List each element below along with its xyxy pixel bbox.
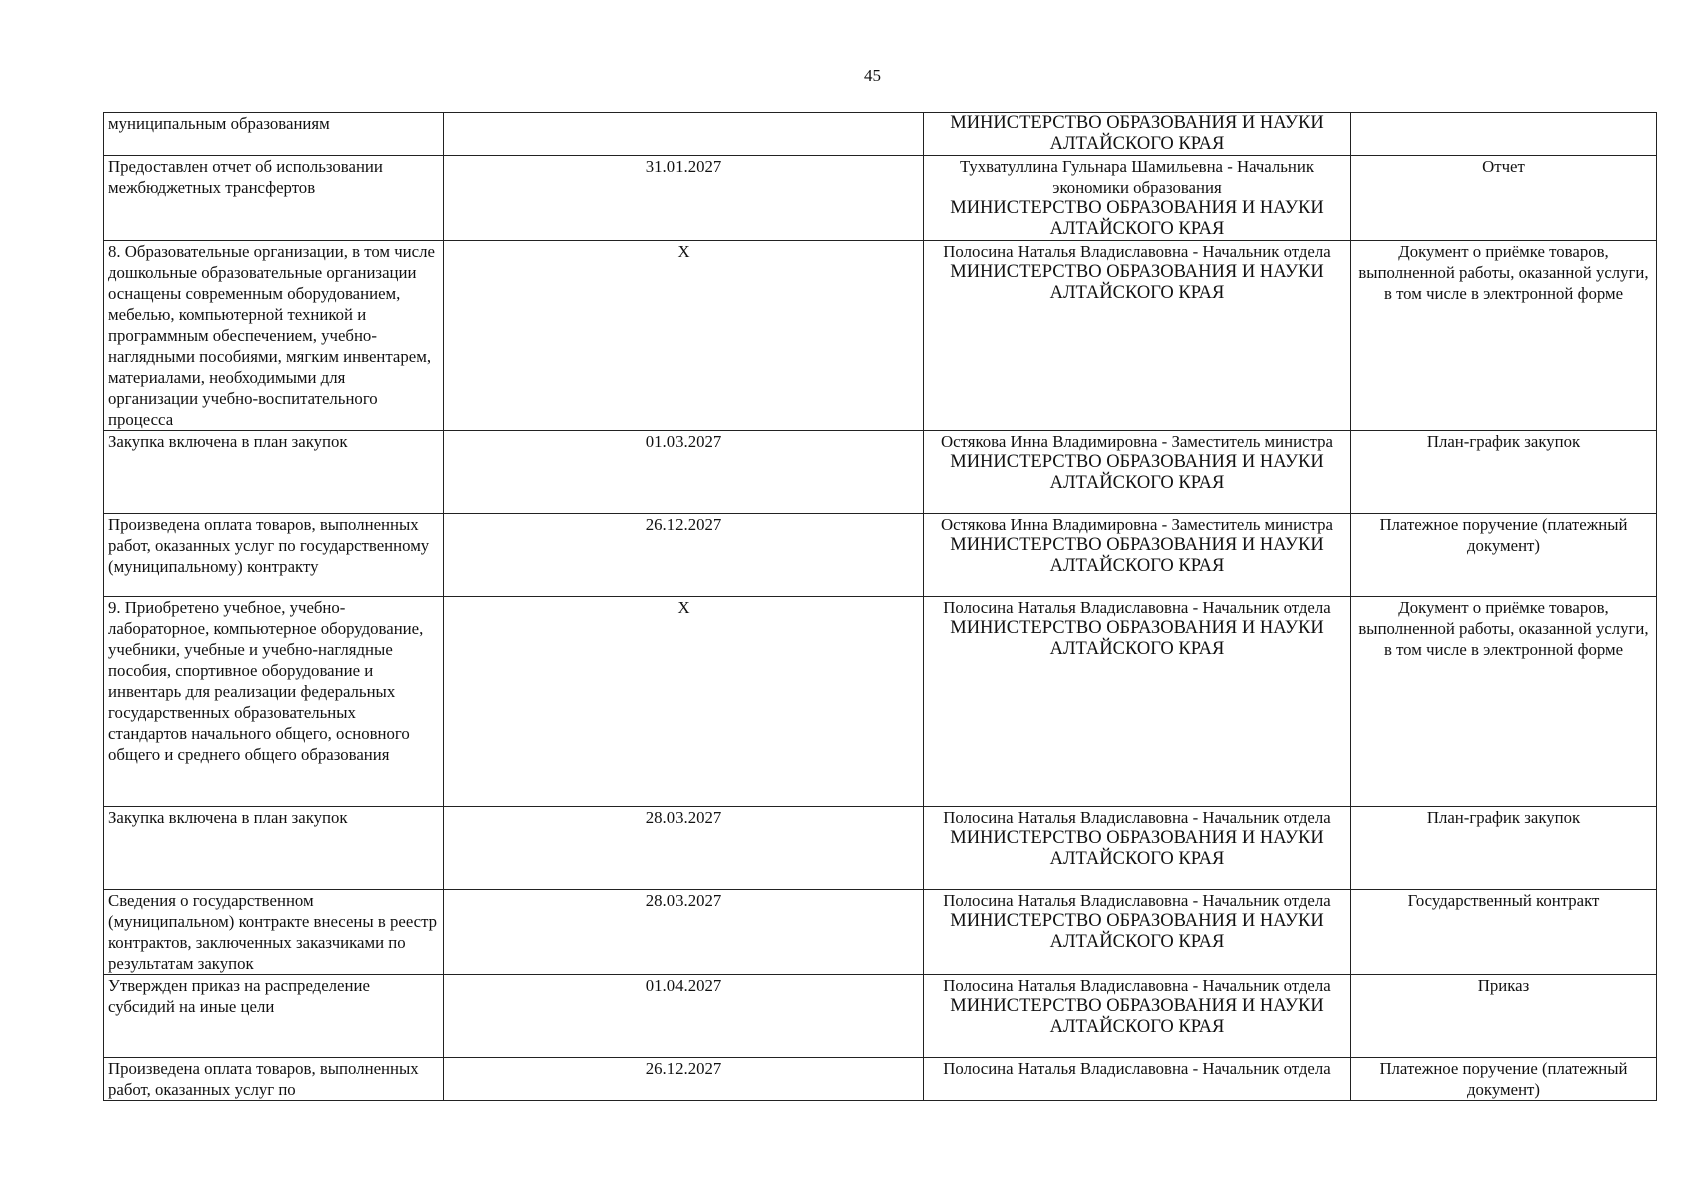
responsible-cell (924, 156, 1351, 241)
responsible-person: Остякова Инна Владимировна - Заместитель министра (941, 515, 1333, 534)
responsible-cell (924, 807, 1351, 890)
responsible-organization: МИНИСТЕРСТВО ОБРАЗОВАНИЯ И НАУКИ АЛТАЙСКОГО КРАЯ (950, 911, 1324, 952)
responsible-person: Полосина Наталья Владиславовна - Начальник отдела (943, 1059, 1331, 1078)
responsible-organization: МИНИСТЕРСТВО ОБРАЗОВАНИЯ И НАУКИ АЛТАЙСКОГО КРАЯ (950, 113, 1324, 154)
responsible-organization: МИНИСТЕРСТВО ОБРАЗОВАНИЯ И НАУКИ АЛТАЙСКОГО КРАЯ (950, 618, 1324, 659)
confirming-document: План-график закупок (1351, 431, 1657, 514)
control-point-name: Утвержден приказ на распределение субсидий на иные цели (104, 975, 444, 1058)
responsible-person: Остякова Инна Владимировна - Заместитель министра (941, 432, 1333, 451)
table-row (104, 890, 1657, 975)
deadline-date: X (444, 241, 924, 431)
table-row (104, 113, 1657, 156)
responsible-person: Полосина Наталья Владиславовна - Начальник отдела (943, 598, 1331, 617)
responsible-cell (924, 975, 1351, 1058)
confirming-document: Документ о приёмке товаров, выполненной работы, оказанной услуги, в том числе в электронной форме (1351, 597, 1657, 807)
responsible-cell (924, 241, 1351, 431)
responsible-cell (924, 514, 1351, 597)
table-row (104, 1058, 1657, 1101)
table-row (104, 156, 1657, 241)
plan-table (103, 112, 1657, 1101)
control-point-name: Закупка включена в план закупок (104, 807, 444, 890)
confirming-document: Государственный контракт (1351, 890, 1657, 975)
control-point-name: муниципальным образованиям (104, 113, 444, 156)
deadline-date: 28.03.2027 (444, 890, 924, 975)
responsible-cell (924, 597, 1351, 807)
deadline-date: 26.12.2027 (444, 1058, 924, 1101)
control-point-name: Произведена оплата товаров, выполненных работ, оказанных услуг по (104, 1058, 444, 1101)
responsible-person: Тухватуллина Гульнара Шамильевна - Начальник экономики образования (959, 157, 1315, 197)
responsible-person: Полосина Наталья Владиславовна - Начальник отдела (943, 891, 1331, 910)
confirming-document: Платежное поручение (платежный документ) (1351, 514, 1657, 597)
table-row (104, 975, 1657, 1058)
deadline-date (444, 113, 924, 156)
confirming-document (1351, 113, 1657, 156)
responsible-organization: МИНИСТЕРСТВО ОБРАЗОВАНИЯ И НАУКИ АЛТАЙСКОГО КРАЯ (950, 828, 1324, 869)
responsible-organization: МИНИСТЕРСТВО ОБРАЗОВАНИЯ И НАУКИ АЛТАЙСКОГО КРАЯ (950, 262, 1324, 303)
confirming-document: Отчет (1351, 156, 1657, 241)
table-row (104, 514, 1657, 597)
control-point-name: 9. Приобретено учебное, учебно-лабораторное, компьютерное оборудование, учебники, учебные и учебно-наглядные пособия, спортивное оборудование и инвентарь для реализации федеральных государственных образовательных стандартов начального общего, основного общего и среднего общего образования (104, 597, 444, 807)
table-row (104, 431, 1657, 514)
table-row (104, 597, 1657, 807)
control-point-name: Закупка включена в план закупок (104, 431, 444, 514)
deadline-date: 26.12.2027 (444, 514, 924, 597)
responsible-person: Полосина Наталья Владиславовна - Начальник отдела (943, 976, 1331, 995)
table-row (104, 241, 1657, 431)
confirming-document: Приказ (1351, 975, 1657, 1058)
deadline-date: 01.04.2027 (444, 975, 924, 1058)
confirming-document: Документ о приёмке товаров, выполненной работы, оказанной услуги, в том числе в электронной форме (1351, 241, 1657, 431)
confirming-document: Платежное поручение (платежный документ) (1351, 1058, 1657, 1101)
confirming-document: План-график закупок (1351, 807, 1657, 890)
control-point-name: 8. Образовательные организации, в том числе дошкольные образовательные организации оснащены современным оборудованием, мебелью, компьютерной техникой и программным обеспечением, учебно-наглядными пособиями, мягким инвентарем, материалами, необходимыми для организации учебно-воспитательного процесса (104, 241, 444, 431)
deadline-date: X (444, 597, 924, 807)
responsible-person: Полосина Наталья Владиславовна - Начальник отдела (943, 808, 1331, 827)
responsible-organization: МИНИСТЕРСТВО ОБРАЗОВАНИЯ И НАУКИ АЛТАЙСКОГО КРАЯ (950, 535, 1324, 576)
control-point-name: Произведена оплата товаров, выполненных работ, оказанных услуг по государственному (муниципальному) контракту (104, 514, 444, 597)
responsible-organization: МИНИСТЕРСТВО ОБРАЗОВАНИЯ И НАУКИ АЛТАЙСКОГО КРАЯ (950, 198, 1324, 239)
deadline-date: 28.03.2027 (444, 807, 924, 890)
responsible-person: Полосина Наталья Владиславовна - Начальник отдела (943, 242, 1331, 261)
responsible-cell (924, 890, 1351, 975)
responsible-cell (924, 113, 1351, 156)
responsible-organization: МИНИСТЕРСТВО ОБРАЗОВАНИЯ И НАУКИ АЛТАЙСКОГО КРАЯ (950, 996, 1324, 1037)
table-row (104, 807, 1657, 890)
responsible-cell (924, 431, 1351, 514)
page-number: 45 (864, 66, 881, 85)
deadline-date: 01.03.2027 (444, 431, 924, 514)
deadline-date: 31.01.2027 (444, 156, 924, 241)
responsible-organization: МИНИСТЕРСТВО ОБРАЗОВАНИЯ И НАУКИ АЛТАЙСКОГО КРАЯ (950, 452, 1324, 493)
control-point-name: Предоставлен отчет об использовании межбюджетных трансфертов (104, 156, 444, 241)
control-point-name: Сведения о государственном (муниципальном) контракте внесены в реестр контрактов, заключенных заказчиками по результатам закупок (104, 890, 444, 975)
responsible-cell (924, 1058, 1351, 1101)
